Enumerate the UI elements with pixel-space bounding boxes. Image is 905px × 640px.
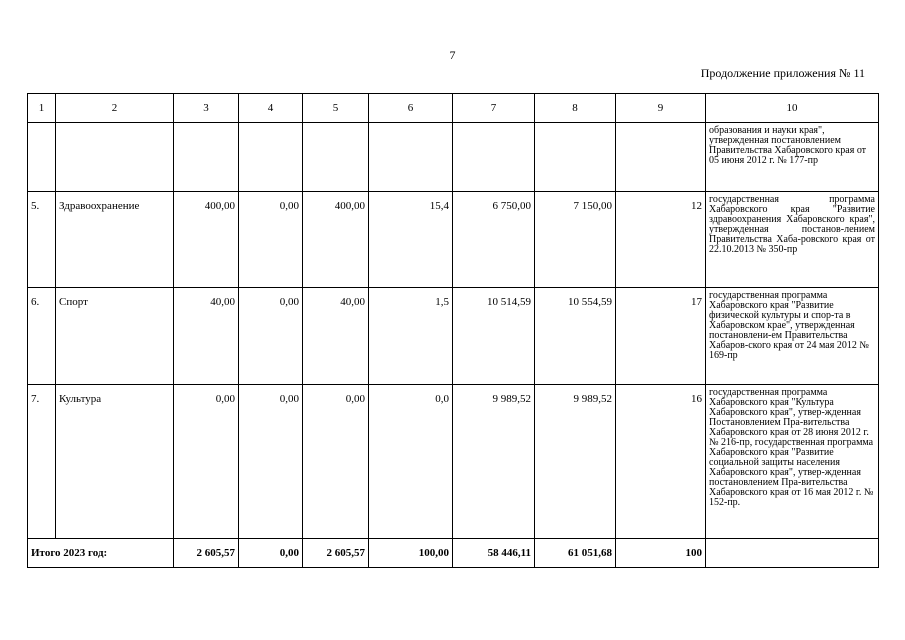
row-index: 5. [28, 192, 56, 288]
total-value: 2 605,57 [303, 539, 369, 568]
row-value: 6 750,00 [453, 192, 535, 288]
total-value: 100 [616, 539, 706, 568]
row-program-note: образования и науки края", утвержденная постановлением Правительства Хабаровского края от 05 июня 2012 г. № 177-пр [706, 123, 879, 192]
row-value [535, 123, 616, 192]
total-row [28, 539, 879, 568]
data-table [27, 93, 879, 568]
column-header: 8 [535, 94, 616, 123]
row-value: 1,5 [369, 288, 453, 385]
row-value: 0,00 [174, 385, 239, 539]
row-category: Спорт [56, 288, 174, 385]
row-category: Культура [56, 385, 174, 539]
row-value: 0,00 [239, 385, 303, 539]
appendix-title: Продолжение приложения № 11 [700, 66, 865, 80]
table-row [28, 192, 879, 288]
column-header: 1 [28, 94, 56, 123]
total-label: Итого 2023 год: [28, 539, 174, 568]
row-index: 6. [28, 288, 56, 385]
row-value: 0,00 [239, 192, 303, 288]
row-value: 15,4 [369, 192, 453, 288]
row-program-note: государственная программа Хабаровского края "Развитие здравоохранения Хабаровского края", утвержденная постанов-лением Правительства Хаба-ровского края от 22.10.2013 № 350-пр [706, 192, 879, 288]
row-value: 0,00 [239, 288, 303, 385]
row-program-note: государственная программа Хабаровского края "Развитие физической культуры и спор-та в Хабаровском крае", утвержденная постановлени-ем Правительства Хабаров-ского края от 24 мая 2012 № 169-пр [706, 288, 879, 385]
row-value: 0,0 [369, 385, 453, 539]
row-value [369, 123, 453, 192]
row-value: 9 989,52 [535, 385, 616, 539]
total-value: 0,00 [239, 539, 303, 568]
row-value [616, 123, 706, 192]
header-row [28, 94, 879, 123]
total-note [706, 539, 879, 568]
row-value: 12 [616, 192, 706, 288]
total-value: 100,00 [369, 539, 453, 568]
row-value [303, 123, 369, 192]
row-value: 10 554,59 [535, 288, 616, 385]
row-value: 16 [616, 385, 706, 539]
column-header: 9 [616, 94, 706, 123]
total-value: 58 446,11 [453, 539, 535, 568]
page-number: 7 [449, 48, 456, 62]
column-header: 5 [303, 94, 369, 123]
row-value: 7 150,00 [535, 192, 616, 288]
row-value [174, 123, 239, 192]
row-value: 10 514,59 [453, 288, 535, 385]
row-value: 400,00 [174, 192, 239, 288]
column-header: 6 [369, 94, 453, 123]
row-value: 9 989,52 [453, 385, 535, 539]
table-row [28, 123, 879, 192]
row-value: 400,00 [303, 192, 369, 288]
column-header: 2 [56, 94, 174, 123]
column-header: 10 [706, 94, 879, 123]
table-row [28, 288, 879, 385]
row-value: 0,00 [303, 385, 369, 539]
total-value: 2 605,57 [174, 539, 239, 568]
row-value: 40,00 [303, 288, 369, 385]
row-value: 17 [616, 288, 706, 385]
column-header: 4 [239, 94, 303, 123]
row-value: 40,00 [174, 288, 239, 385]
row-value [239, 123, 303, 192]
column-header: 3 [174, 94, 239, 123]
row-program-note: государственная программа Хабаровского края "Культура Хабаровского края", утвер-жденная Постановлением Пра-вительства Хабаровского края от 28 июня 2012 г. № 216-пр, государственная программа Хабаровского края "Развитие социальной защиты населения Хабаровского края", утвер-жденная постановлением Пра-вительства Хабаровского края от 16 мая 2012 г. № 152-пр. [706, 385, 879, 539]
total-value: 61 051,68 [535, 539, 616, 568]
row-category: Здравоохранение [56, 192, 174, 288]
column-header: 7 [453, 94, 535, 123]
row-value [453, 123, 535, 192]
table-row [28, 385, 879, 539]
row-index [28, 123, 56, 192]
row-category [56, 123, 174, 192]
row-index: 7. [28, 385, 56, 539]
